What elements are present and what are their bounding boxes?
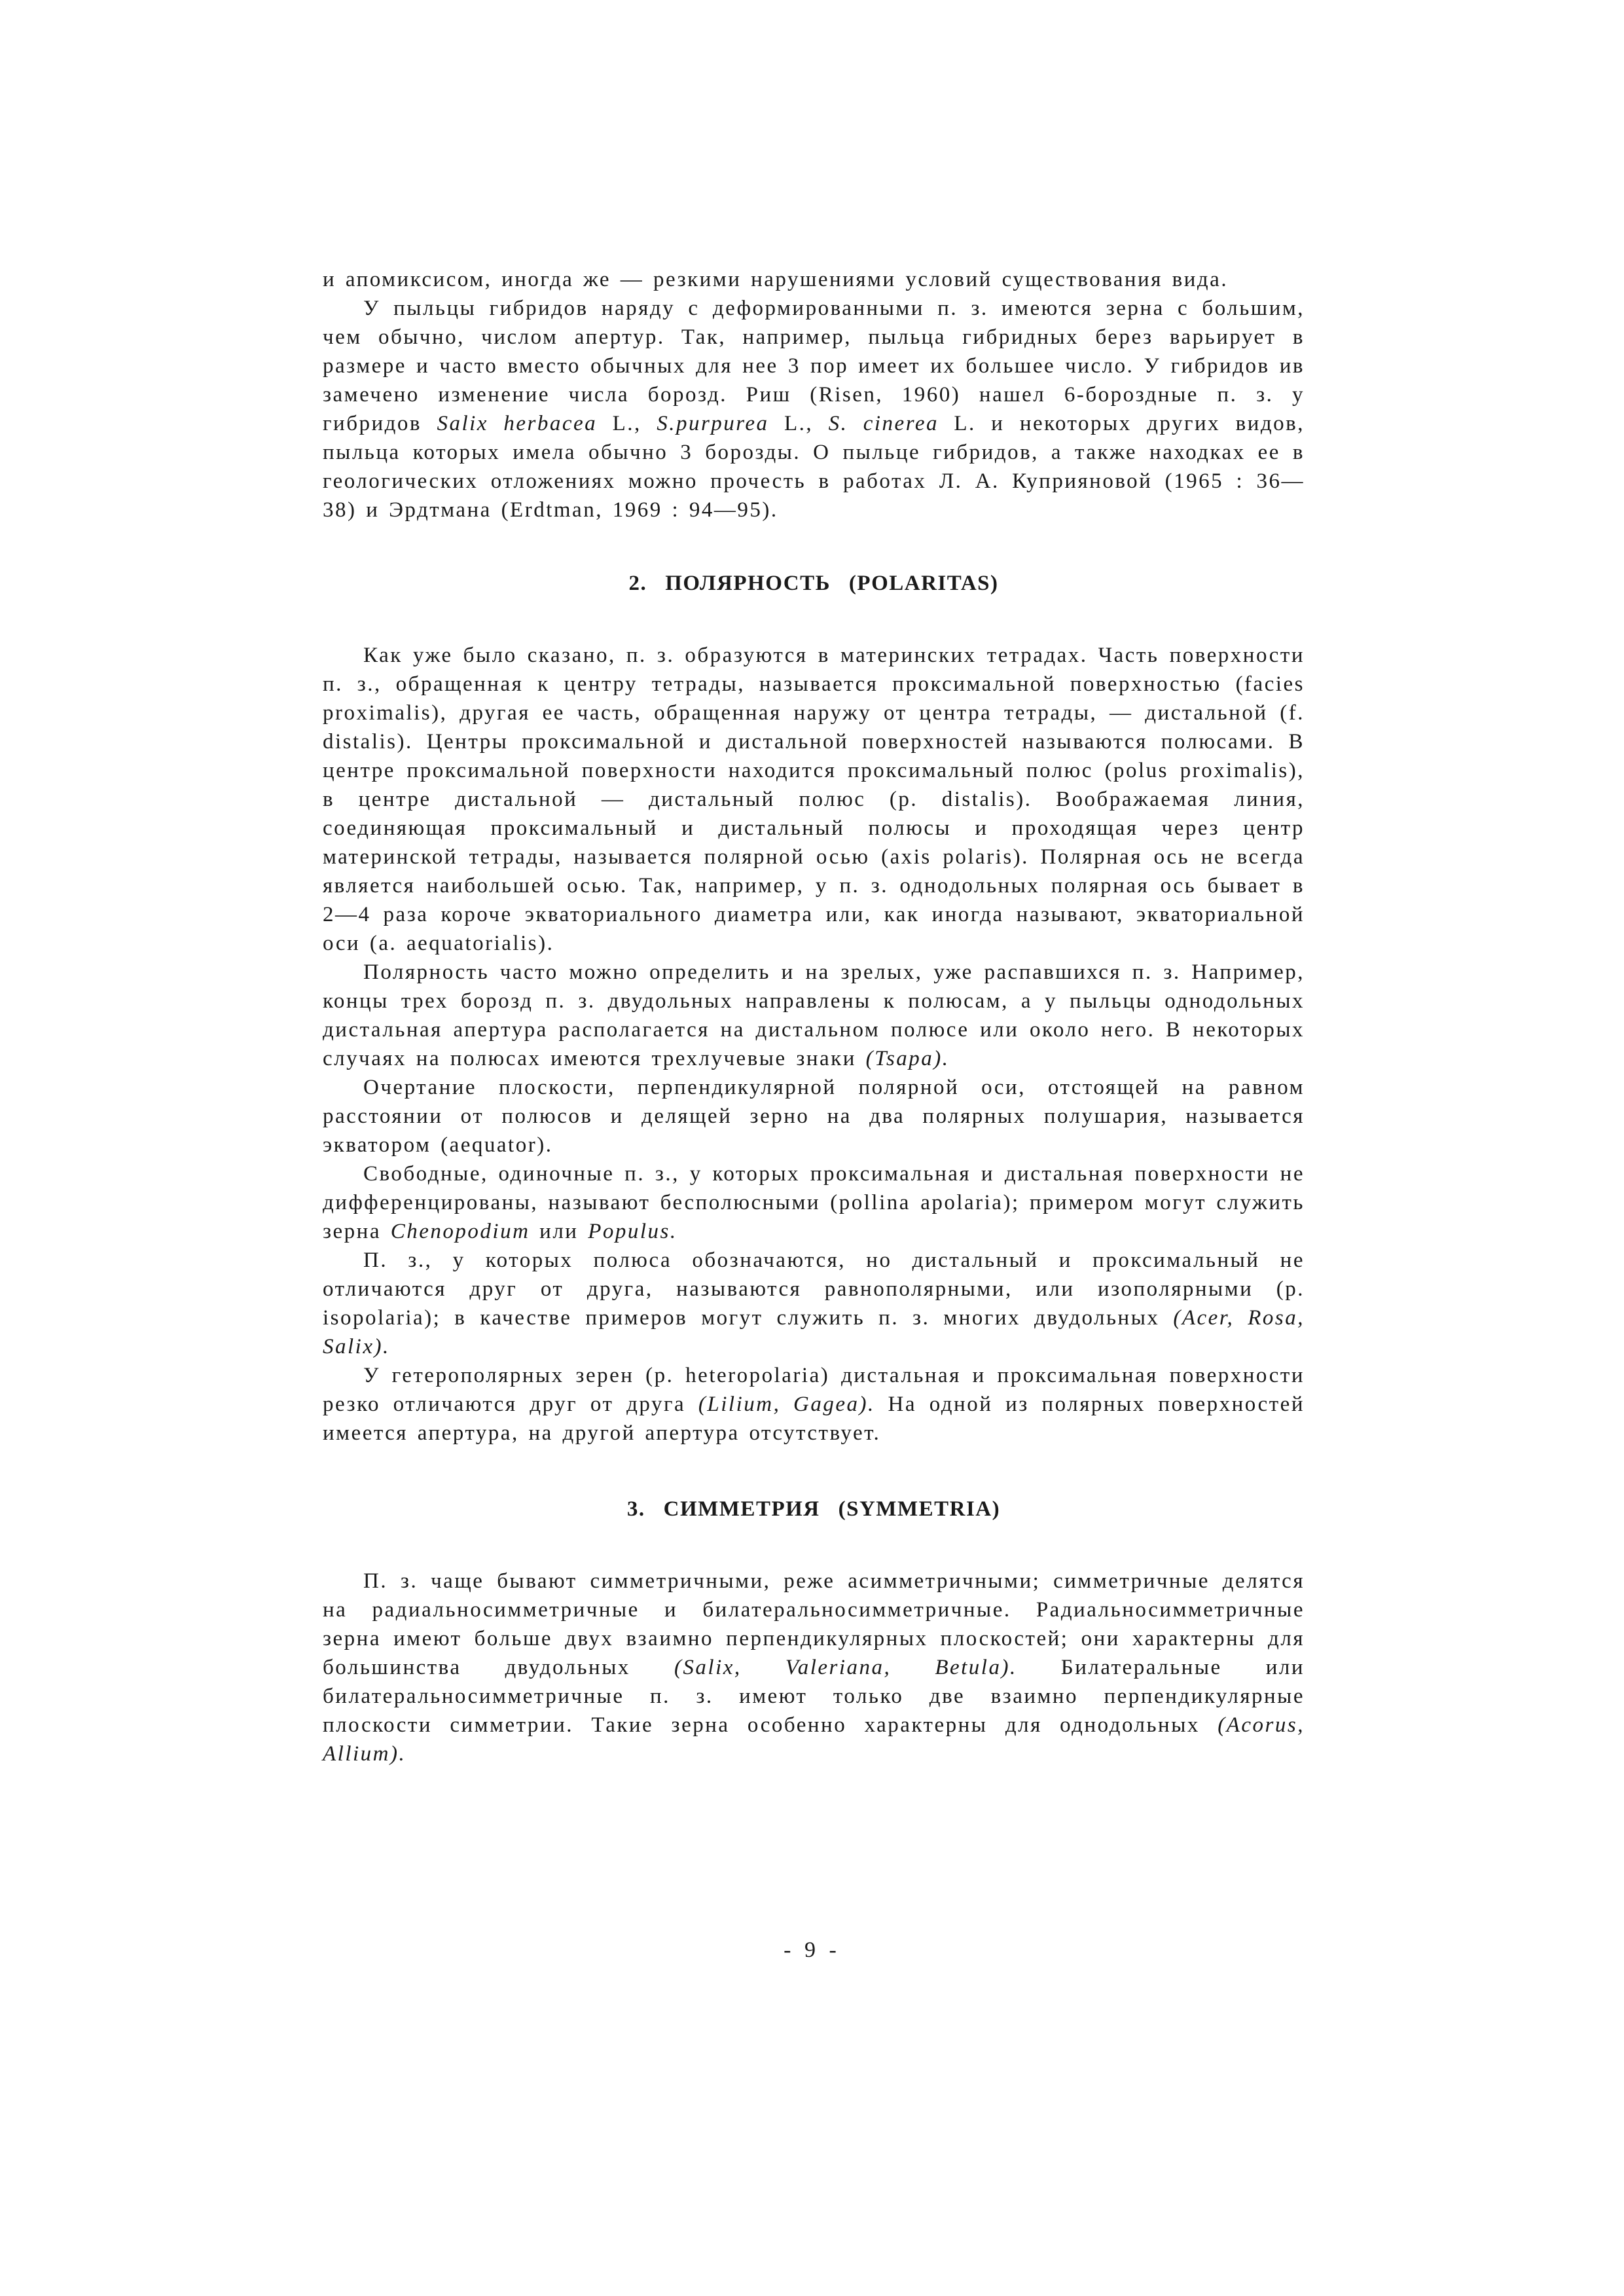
section-heading-polarity xyxy=(323,569,1305,598)
text-run: У пыльцы гибридов наряду с деформированными п. з. имеются зерна с большим, чем обычно, числом апертур. Так, например, пыльца гибридных берез варьирует в размере и часто вместо обычных для нее 3 пор имеет их большее число. У гибридов ив замечено изменение числа борозд. Риш (Risen, 1960) нашел 6-бороздные п. з. у гибридов xyxy=(323,297,1305,435)
paragraph-polarity-3: Очертание плоскости, перпендикулярной полярной оси, отстоящей на равном расстоянии от полюсов и делящей зерно на два полярных полушария, называется экватором (aequator). xyxy=(323,1076,1305,1157)
text-run: На одной из полярных поверхностей имеется апертура, на другой апертура отсутствует. xyxy=(323,1393,1305,1445)
text-run: У гетерополярных зерен (р. heteropolaria) дистальная и проксимальная поверхности резко отличаются друг от друга xyxy=(323,1364,1305,1416)
section-latin-title: (POLARITAS) xyxy=(848,572,999,595)
genus-list: (Salix, Valeriana, Betula). xyxy=(674,1656,1017,1679)
term-italic: (Tsapa). xyxy=(865,1047,950,1070)
paragraph-polarity-5 xyxy=(323,1246,1305,1361)
paragraph-polarity-2 xyxy=(323,958,1305,1073)
section-number: 3. xyxy=(626,1497,645,1521)
paragraph-polarity-6 xyxy=(323,1361,1305,1448)
text-run: Билатеральные или билатеральносимметричные п. з. имеют только две взаимно перпендикулярные плоскости симметрии. Такие зерна особенно характерны для однодольных xyxy=(323,1656,1305,1737)
text-run: L., xyxy=(768,412,829,435)
species-name: S.purpurea xyxy=(657,412,769,435)
text-run: П. з. чаще бывают симметричными, реже асимметричными; симметричные делятся на радиальносимметричные и билатеральносимметричные. Радиальносимметричные зерна имеют больше двух взаимно перпендикулярных плоскостей; они характерны для большинства двудольных xyxy=(323,1569,1305,1679)
genus-list: (Lilium, Gagea). xyxy=(698,1393,875,1416)
paragraph-symmetry-1 xyxy=(323,1567,1305,1768)
genus-name: Chenopodium xyxy=(390,1220,530,1243)
section-heading-symmetry xyxy=(323,1495,1305,1523)
genus-list: (Acer, Rosa, Salix). xyxy=(323,1306,1305,1358)
text-run: или xyxy=(530,1220,588,1243)
species-name: S. cinerea xyxy=(828,412,939,435)
paragraph-polarity-1: Как уже было сказано, п. з. образуются в материнских тетрадах. Часть поверхности п. з., обращенная к центру тетрады, называется проксимальной поверхностью (facies proximalis), другая ее часть, обращенная наружу от центра тетрады, — дистальной (f. distalis). Центры проксимальной и дистальной поверхностей называются полюсами. В центре проксимальной поверхности находится проксимальный полюс (polus proximalis), в центре дистальной — дистальный полюс (р. distalis). Воображаемая линия, соединяющая проксимальный и дистальный полюсы и проходящая через центр материнской тетрады, называется полярной осью (axis polaris). Полярная ось не всегда является наибольшей осью. Так, например, у п. з. однодольных полярная ось бывает в 2—4 раза короче экваториального диаметра или, как иногда называют, экваториальной оси (a. aequatorialis). xyxy=(323,644,1305,955)
text-run: Полярность часто можно определить и на зрелых, уже распавшихся п. з. Например, концы трех борозд п. з. двудольных направлены к полюсам, а у пыльцы однодольных дистальная апертура располагается на дистальном полюсе или около него. В некоторых случаях на полюсах имеются трехлучевые знаки xyxy=(323,960,1305,1070)
paragraph-hybrids xyxy=(323,294,1305,524)
section-title: СИММЕТРИЯ xyxy=(663,1497,820,1521)
text-run: L., xyxy=(597,412,657,435)
genus-list: (Acorus, Allium). xyxy=(323,1713,1305,1766)
paragraph-intro-1: и апомиксисом, иногда же — резкими нарушениями условий существования вида. xyxy=(323,268,1229,291)
section-number: 2. xyxy=(628,572,647,595)
genus-name: Populus. xyxy=(588,1220,677,1243)
page-body xyxy=(323,265,1305,1768)
section-latin-title: (SYMMETRIA) xyxy=(838,1497,1001,1521)
paragraph-polarity-4 xyxy=(323,1159,1305,1246)
text-run: L. и некоторых других видов, пыльца которых имела обычно 3 борозды. О пыльце гибридов, а также находках ее в геологических отложениях можно прочесть в работах Л. А. Куприяновой (1965 : 36—38) и Эрдтмана (Erdtman, 1969 : 94—95). xyxy=(323,412,1305,522)
species-name: Salix herbacea xyxy=(437,412,598,435)
section-title: ПОЛЯРНОСТЬ xyxy=(665,572,831,595)
text-run: Свободные, одиночные п. з., у которых проксимальная и дистальная поверхности не дифференцированы, называют бесполюсными (pollina apolaria); примером могут служить зерна xyxy=(323,1162,1305,1243)
text-run: П. з., у которых полюса обозначаются, но дистальный и проксимальный не отличаются друг от друга, называются равнополярными, или изополярными (р. isopolaria); в качестве примеров могут служить п. з. многих двудольных xyxy=(323,1248,1305,1330)
page-number: - 9 - xyxy=(784,1938,840,1962)
